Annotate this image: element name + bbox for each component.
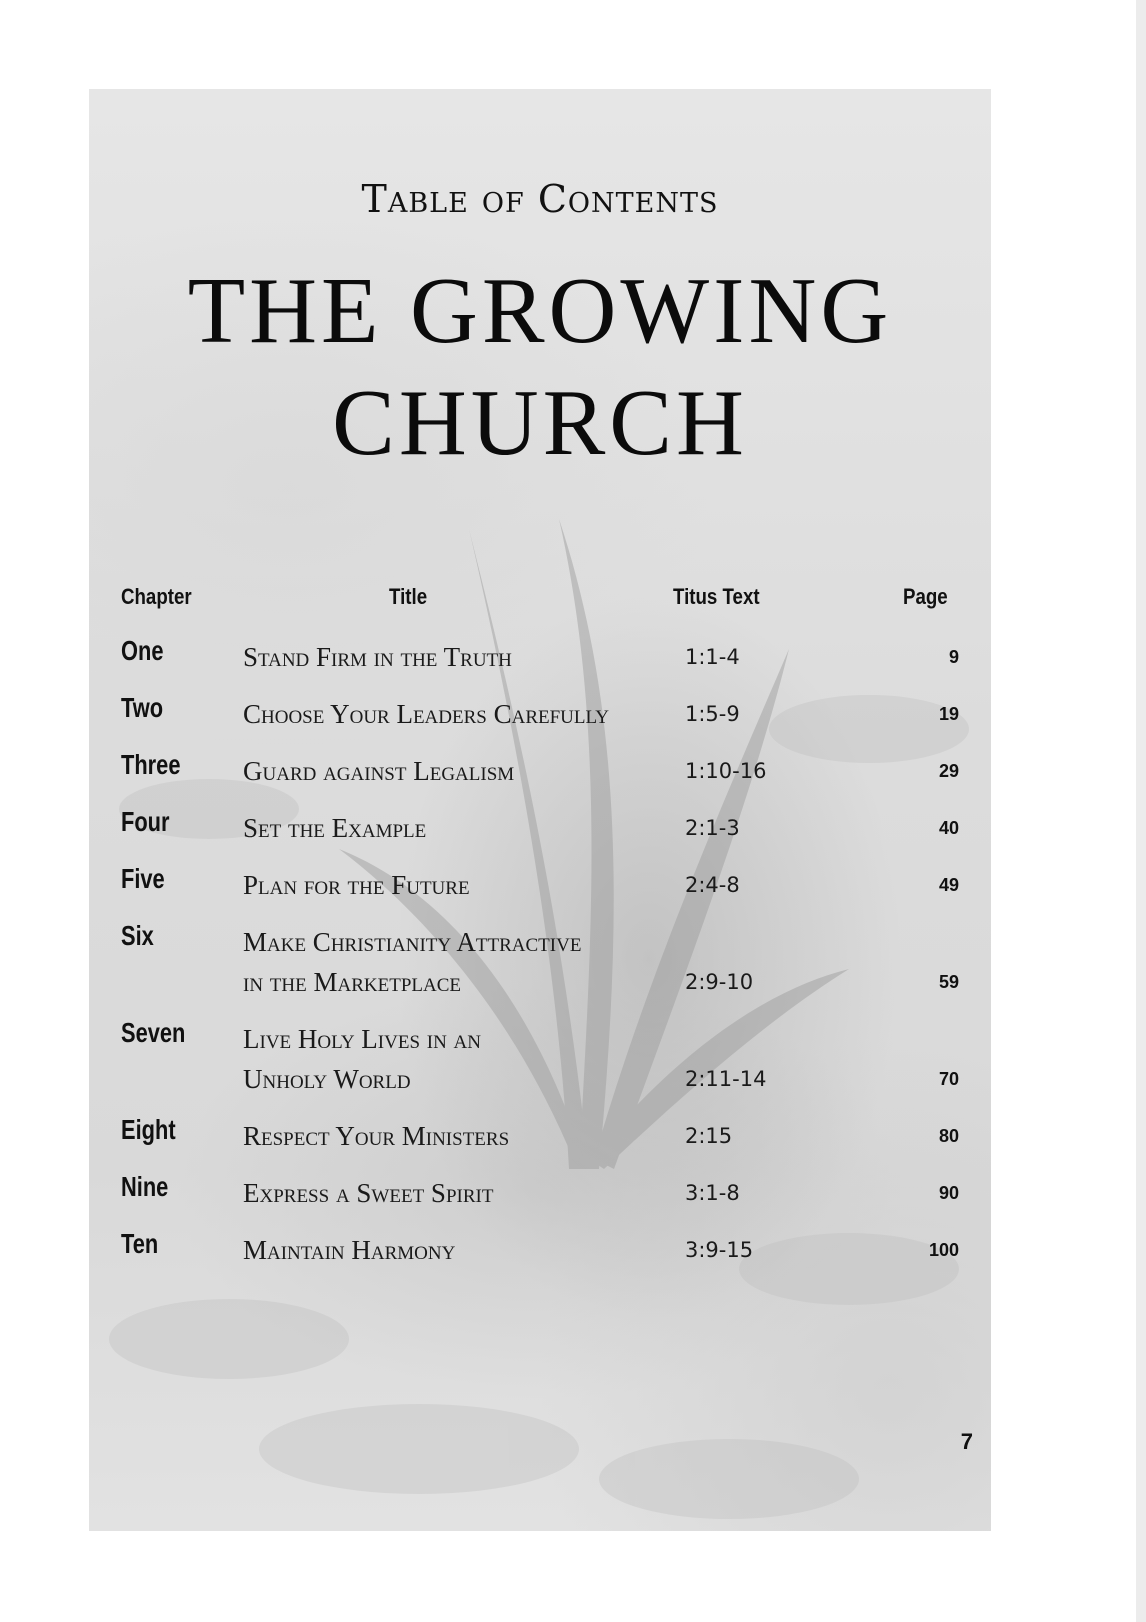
column-header-title: Title (389, 584, 428, 609)
column-header-page: Page (903, 584, 948, 609)
column-header-chapter: Chapter (121, 584, 192, 609)
book-title-line-1: THE GROWING (187, 259, 893, 363)
chapter-number: Two (121, 692, 164, 723)
chapter-number: Eight (121, 1114, 176, 1145)
toc-label: Table of Contents (361, 177, 719, 221)
page-reference: 90 (938, 1183, 959, 1203)
chapter-title: Respect Your Ministers (243, 1121, 510, 1151)
chapter-title: Make Christianity Attractive in the Marketplace (243, 927, 582, 997)
chapter-number: Nine (121, 1171, 169, 1202)
chapter-title: Guard against Legalism (243, 756, 515, 786)
titus-reference: 1:1-4 (685, 645, 740, 669)
page-reference: 100 (928, 1240, 959, 1260)
titus-reference: 3:1-8 (685, 1181, 740, 1205)
book-title-line-2: CHURCH (332, 371, 748, 475)
page-reference: 29 (938, 761, 959, 781)
titus-reference: 2:4-8 (685, 873, 740, 897)
chapter-title: Live Holy Lives in an Unholy World (243, 1024, 481, 1094)
page-reference: 9 (948, 647, 959, 667)
page-reference: 19 (938, 704, 959, 724)
chapter-title: Plan for the Future (243, 870, 470, 900)
chapter-number: Ten (121, 1228, 159, 1259)
chapter-title: Express a Sweet Spirit (243, 1178, 494, 1208)
chapter-title: Set the Example (243, 813, 427, 843)
column-header-titus-text: Titus Text (673, 584, 760, 609)
chapter-title: Stand Firm in the Truth (243, 642, 512, 672)
page-reference: 59 (938, 972, 959, 992)
titus-reference: 1:10-16 (685, 759, 767, 783)
page-reference: 49 (938, 875, 959, 895)
book-title (89, 255, 991, 479)
page-reference: 40 (938, 818, 959, 838)
titus-reference: 2:9-10 (685, 970, 754, 994)
chapter-title: Choose Your Leaders Carefully (243, 699, 609, 729)
chapter-number: Four (121, 806, 170, 837)
chapter-title: Maintain Harmony (243, 1235, 456, 1265)
titus-reference: 2:11-14 (685, 1067, 767, 1091)
chapter-number: Three (121, 749, 181, 780)
titus-reference: 2:1-3 (685, 816, 740, 840)
page-number: 7 (960, 1429, 973, 1454)
titus-reference: 2:15 (685, 1124, 733, 1148)
chapter-number: Five (121, 863, 165, 894)
chapter-number: Six (121, 920, 154, 951)
chapter-number: One (121, 635, 164, 666)
background-photo-panel (89, 89, 991, 1531)
chapter-number: Seven (121, 1017, 186, 1048)
titus-reference: 1:5-9 (685, 702, 740, 726)
page-reference: 80 (938, 1126, 959, 1146)
page-edge (1136, 0, 1146, 1622)
page-reference: 70 (938, 1069, 959, 1089)
titus-reference: 3:9-15 (685, 1238, 754, 1262)
